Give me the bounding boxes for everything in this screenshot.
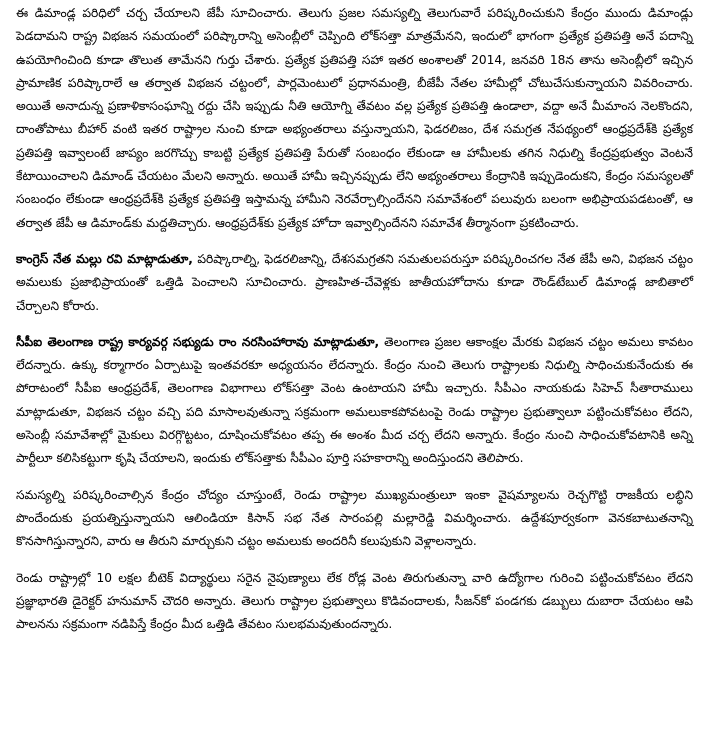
paragraph-lead: సీపీఐ తెలంగాణ రాష్ట్ర కార్యవర్గ సభ్యుడు రాం నరసింహారావు మాట్లాడుతూ, [16,334,380,349]
paragraph-5 [16,567,693,637]
paragraph-1 [16,2,693,235]
paragraph-lead: కాంగ్రెస్ నేత మల్లు రవి మాట్లాడుతూ, [16,251,193,266]
paragraph-text: పరిష్కారాల్ని, ఫెడరలిజాన్ని, దేశసమగ్రతని సమతులపరుస్తూ పరిష్కరించగల నేత జేపీ అని, విభజన చట్టం అమలుకు ప్రజాభిప్రాయంతో ఒత్తిడి పెంచాలని సూచించారు. ప్రాణహిత-చేవెళ్లకు జాతీయహోదాను కూడా రౌండ్‌టేబుల్ డిమాండ్ల జాబితాలో చేర్చాలని కోరారు. [16,251,693,313]
paragraph-text: తెలంగాణ ప్రజల ఆకాంక్షల మేరకు విభజన చట్టం అమలు కావటం లేదన్నారు. ఉక్కు కర్మాగారం ఏర్పాటుపై ఇంతవరకూ అధ్యయనం లేదన్నారు. కేంద్రం నుంచి తెలుగు రాష్ట్రాలకు నిధుల్ని సాధించుకునేందుకు ఈ పోరాటంలో సీపీఐ ఆంధ్రప్రదేశ్, తెలంగాణ విభాగాలు లోక్‌సత్తా వెంట ఉంటాయని హామీ ఇచ్చారు. సీపీఎం నాయకుడు సిహెచ్ సీతారాములు మాట్లాడుతూ, విభజన చట్టం వచ్చి పది మాసాలవుతున్నా సక్రమంగా అమలుకాకపోవటంపై రెండు రాష్ట్రాల ప్రభుత్వాలూ పట్టించుకోవటం లేదని, అసెంబ్లీ సమావేశాల్లో మైకులు విరగ్గొట్టటం, దూషించుకోవటం తప్ప ఈ అంశం మీద చర్చ లేదని అన్నారు. కేంద్రం నుంచి సాధించుకోవటానికి అన్ని పార్టీలూ కలిసికట్టుగా కృషి చేయాలని, ఇందుకు లోక్‌సత్తాకు సీపీఎం పూర్తి సహకారాన్ని అందిస్తుందని తెలిపారు. [16,334,693,466]
paragraph-4 [16,484,693,554]
paragraph-2 [16,248,693,318]
paragraph-text: సమస్యల్ని పరిష్కరించాల్సిన కేంద్రం చోద్యం చూస్తుంటే, రెండు రాష్ట్రాల ముఖ్యమంత్రులూ ఇంకా వైషమ్యాలను రెచ్చగొట్టి రాజకీయ లబ్ధిని పొందేందుకు ప్రయత్నిస్తున్నాయని ఆలిండియా కిసాన్ సభ నేత సారంపల్లి మల్లారెడ్డి విమర్శించారు. ఉద్దేశపూర్వకంగా వెనకబాటుతనాన్ని కొనసాగిస్తున్నారని, వారు ఆ తీరుని మార్చుకుని చట్టం అమలుకు అందరినీ కలుపుకుని వెళ్లాలన్నారు. [16,487,693,549]
paragraph-3 [16,331,693,471]
paragraph-text: ఈ డిమాండ్ల పరిధిలో చర్చ చేయాలని జేపీ సూచించారు. తెలుగు ప్రజల సమస్యల్ని తెలుగువారే పరిష్కరించుకుని కేంద్రం ముందు డిమాండ్లు పెడదామని రాష్ట్ర విభజన సమయంలో పరిష్కారాన్ని అసెంబ్లీలో చెప్పింది లోక్‌సత్తా మాత్రమేనని, ఇందులో భాగంగా ప్రత్యేక ప్రతిపత్తి అనే పదాన్ని ఉపయోగించింది కూడా తొలుత తామేనని గుర్తు చేశారు. ప్రత్యేక ప్రతిపత్తి సహా ఇతర అంశాలతో 2014, జనవరి 18న తాను అసెంబ్లీలో ఇచ్చిన ప్రామాణిక పరిష్కారాలే ఆ తర్వాత విభజన చట్టంలో, పార్లమెంటులో ప్రధానమంత్రి, బీజేపీ నేతల హామీల్లో చోటుచేసుకున్నాయని వివరించారు. అయితే అనాదున్న ప్రణాళికాసంఘాన్ని రద్దు చేసి ఇప్పుడు నీతి ఆయోగ్ని తేవటం వల్ల ప్రత్యేక ప్రతిపత్తి ఉండాలా, వద్దా అనే మీమాంస నెలకొందని, దాంతోపాటు బీహార్ వంటి ఇతర రాష్ట్రాల నుంచి కూడా అభ్యంతరాలు వస్తున్నాయని, ఫెడరలిజం, దేశ సమగ్రత నేపథ్యంలో ఆంధ్రప్రదేశ్‌కి ప్రత్యేక ప్రతిపత్తి ఇవ్వాలంటే జాప్యం జరగొచ్చు కాబట్టి ప్రత్యేక ప్రతిపత్తి పేరుతో సంబంధం లేకుండా ఆ హామీలకు తగిన నిధుల్ని కేంద్రప్రభుత్వం వెంటనే కేటాయించాలని డిమాండ్ చేయటం మేలని అన్నారు. అయితే హామీ ఇచ్చినప్పుడు లేని అభ్యంతరాలు కేంద్రానికి ఇప్పుడెందుకని, కేంద్రం సమస్యలతో సంబంధం లేకుండా ఆంధ్రప్రదేశ్‌కి ప్రత్యేక ప్రతిపత్తి ఇస్తామన్న హామీని నెరవేర్చాల్సిందేనని సమావేశంలో పలువురు బలంగా అభిప్రాయపడటంతో, ఆ తర్వాత జేపీ ఆ డిమాండ్‌కు మద్దతిచ్చారు. ఆంధ్రప్రదేశ్‌కు ప్రత్యేక హోదా ఇవ్వాల్సిందేనని సమావేశ తీర్మానంగా ప్రకటించారు. [16,6,693,230]
paragraph-text: రెండు రాష్ట్రాల్లో 10 లక్షల బీటెక్ విద్యార్థులు సరైన నైపుణ్యాలు లేక రోడ్ల వెంట తిరుగుతున్నా వారి ఉద్యోగాల గురించి పట్టించుకోవటం లేదని ప్రజ్ఞాభారతి డైరెక్టర్ హనుమాన్ చౌదరి అన్నారు. తెలుగు రాష్ట్రాల ప్రభుత్వాలు కొడివందాలకు, సీజన్‌కో పండగకు డబ్బులు దుబారా చేయటం ఆపి పాలనను సక్రమంగా నడిపిస్తే కేంద్రం మీద ఒత్తిడి తేవటం సులభమవుతుందన్నారు. [16,570,693,632]
